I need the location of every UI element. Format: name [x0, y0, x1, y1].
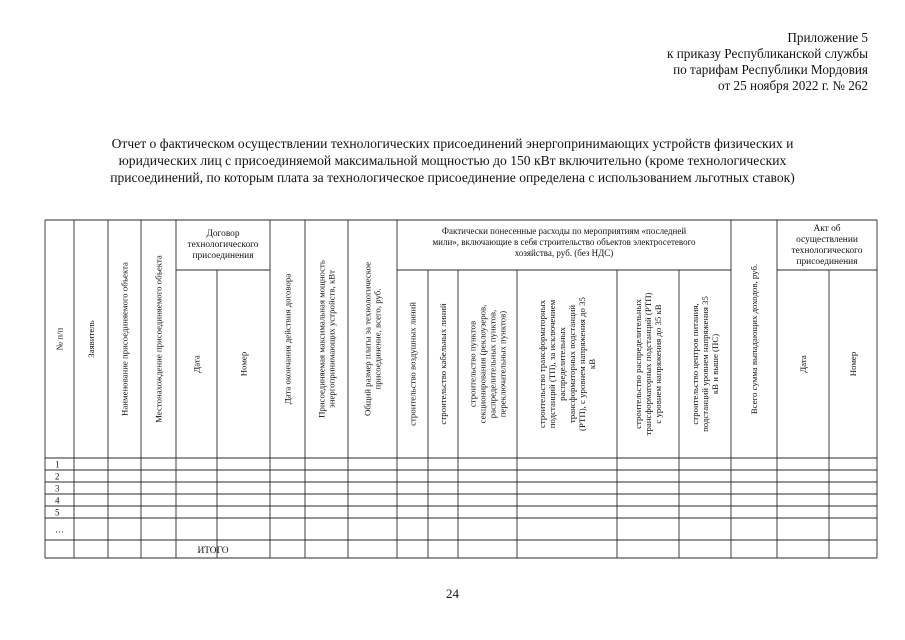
total-label: ИТОГО: [197, 546, 229, 556]
col-header-transformer-substations: подстанций (ТП), за исключением: [547, 299, 557, 429]
col-header-contract-end: Дата окончания действия договора: [282, 273, 293, 405]
col-header-max-power: Присоединяемая максимальная мощность: [316, 260, 327, 418]
col-header-transformer-substations: трансформаторных подстанций: [567, 304, 577, 424]
report-title-line: Отчет о фактическом осуществлении технологических присоединений энергопринимающих устройств физических и: [111, 136, 794, 151]
col-header-object-name: Наименование присоединяемого объекта: [119, 262, 130, 416]
report-title-line: присоединений, по которым плата за технологическое присоединение определена с использованием льготных ставок): [110, 170, 795, 185]
group-header-act: присоединения: [796, 257, 858, 267]
col-header-power-centers: кВ и выше (ПС): [710, 333, 720, 395]
group-header-act: Акт об: [813, 224, 841, 234]
col-header-sectioning: распределительных пунктов,: [487, 309, 498, 419]
row-number: 3: [55, 483, 60, 494]
report-title-line: юридических лиц с присоединяемой максимальной мощностью до 150 кВт включительно (кроме технологических: [118, 153, 787, 168]
group-header-expenses: мили», включающие в себя строительство объектов электросетевого: [432, 237, 696, 247]
col-header-distribution-substations: с уровнем напряжения до 35 кВ: [653, 304, 663, 424]
col-header-sectioning: строительство пунктов: [467, 320, 478, 408]
col-header-transformer-substations: строительство трансформаторных: [537, 299, 547, 429]
group-header-expenses: Фактически понесенные расходы по мероприятиям «последней: [441, 226, 687, 236]
appendix-line: от 25 ноября 2022 г. № 262: [718, 78, 868, 93]
col-header-power-centers: подстанций уровнем напряжения 35: [700, 296, 710, 432]
group-header-contract: Договор: [206, 229, 240, 239]
col-header-transformer-substations: распределительных: [557, 327, 567, 401]
appendix-line: по тарифам Республики Мордовия: [673, 62, 868, 77]
row-number: 5: [55, 507, 60, 518]
col-header-sectioning: переключательных пунктов): [497, 310, 508, 418]
col-header-applicant: Заявитель: [86, 320, 96, 358]
group-header-act: осуществлении: [796, 235, 858, 245]
col-header-contract-number: Номер: [238, 351, 249, 377]
appendix-line: к приказу Республиканской службы: [666, 46, 868, 61]
appendix-line: Приложение 5: [787, 30, 868, 45]
col-header-power-centers: строительство центров питания,: [690, 303, 700, 425]
group-header-contract: присоединения: [192, 251, 254, 261]
col-header-distribution-substations: строительство распределительных: [633, 299, 643, 429]
col-header-cable-lines: строительство кабельных линий: [438, 303, 448, 425]
col-header-num: № п/п: [54, 327, 65, 351]
page-number: 24: [446, 586, 459, 601]
col-header-contract-date: Дата: [191, 355, 202, 373]
col-header-act-date: Дата: [798, 355, 808, 373]
col-header-total-fee: Общий размер платы за технологическое: [362, 261, 373, 417]
group-header-act: технологического: [791, 246, 863, 256]
col-header-object-location: Местонахождение присоединяемого объекта: [153, 255, 164, 423]
group-header-expenses: хозяйства, руб. (без НДС): [514, 248, 614, 258]
col-header-sectioning: секционирования (реклоузеров,: [477, 304, 488, 424]
col-header-distribution-substations: трансформаторных подстанций (РТП): [643, 292, 653, 436]
row-number: 1: [55, 459, 60, 470]
col-header-act-number: Номер: [848, 351, 858, 377]
col-header-transformer-substations: (РТП), с уровнем напряжения до 35: [577, 297, 587, 431]
row-number: 2: [55, 471, 60, 482]
group-header-contract: технологического: [187, 240, 259, 250]
col-header-max-power: энергопринимающих устройств, кВт: [326, 270, 337, 408]
row-number: 4: [55, 495, 60, 506]
row-number: …: [55, 524, 64, 535]
col-header-overhead-lines: строительство воздушных линий: [407, 302, 418, 426]
col-header-total-fee: присоединение, всего, руб.: [372, 288, 383, 390]
col-header-transformer-substations: кВ: [587, 358, 597, 370]
col-header-lost-income: Всего сумма выпадающих доходов, руб.: [749, 263, 759, 415]
